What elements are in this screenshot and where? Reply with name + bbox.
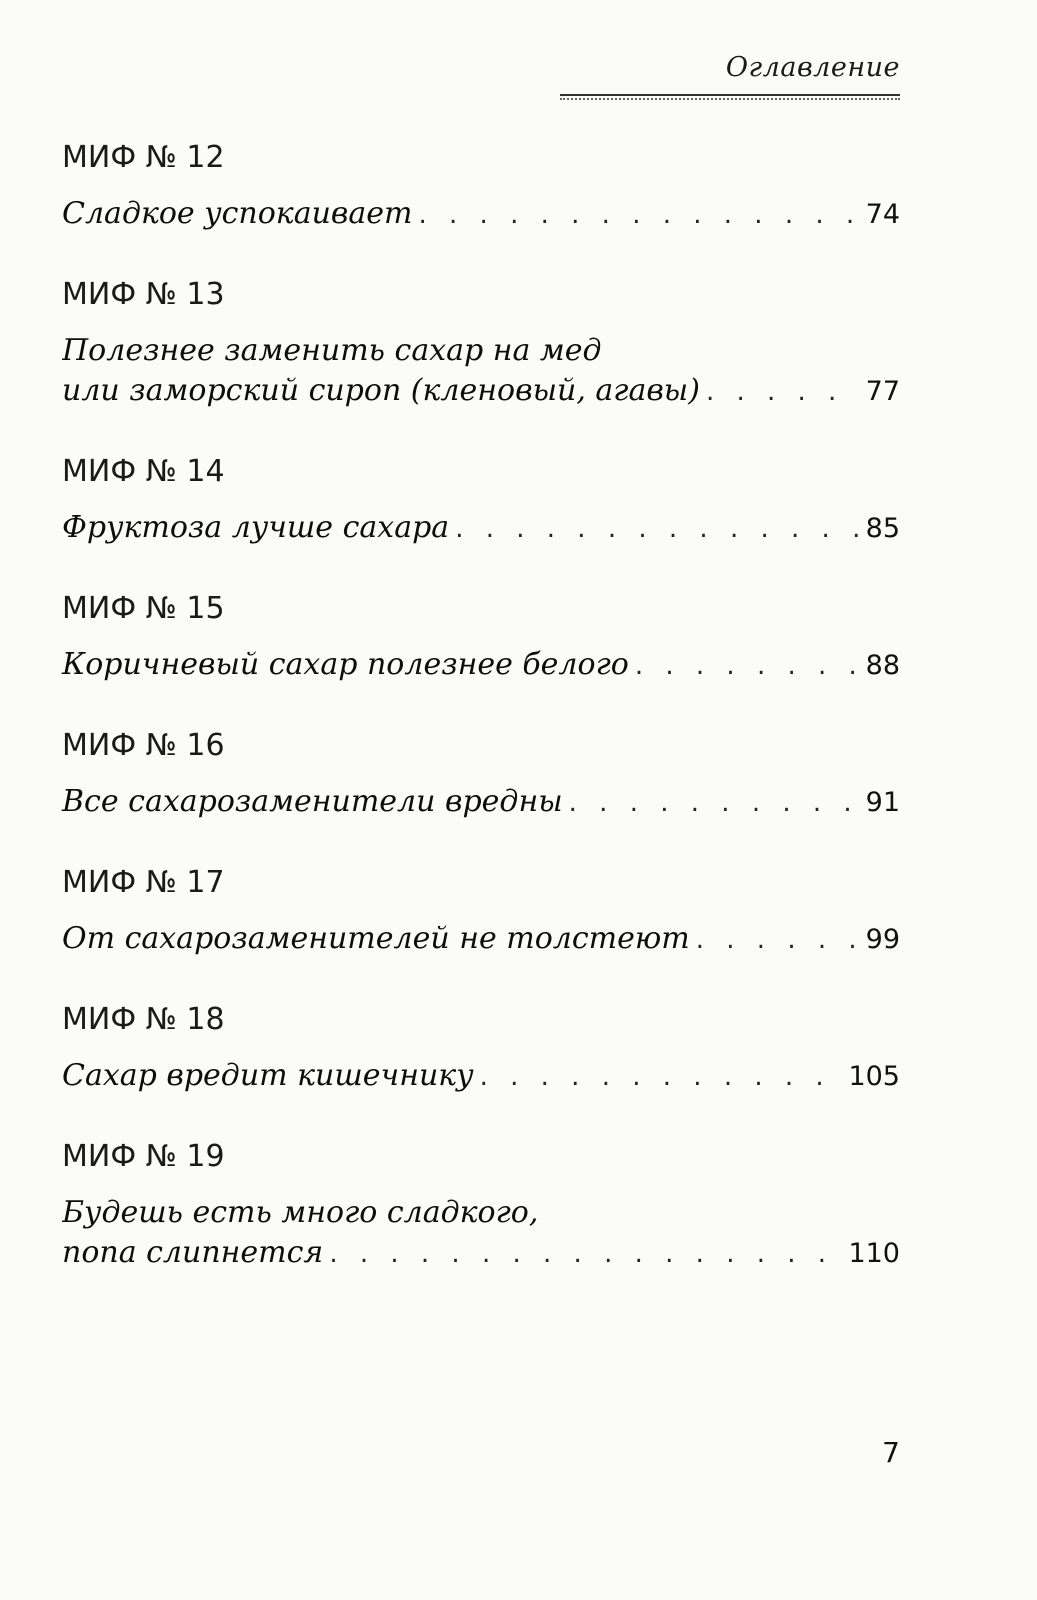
page-number: 85 — [865, 513, 900, 544]
toc-entry-myth-14 — [62, 452, 900, 548]
myth-title: попа слипнется — [62, 1235, 324, 1270]
dot-leader — [329, 1234, 842, 1274]
header-title: Оглавление — [725, 52, 900, 83]
dot-leader — [635, 646, 860, 686]
toc-title-row — [62, 371, 900, 411]
myth-title: Коричневый сахар полезнее белого — [62, 647, 629, 682]
myth-label: МИФ № 15 — [62, 591, 225, 626]
toc-title-row — [62, 1233, 900, 1273]
page-number: 110 — [848, 1238, 900, 1269]
table-of-contents — [62, 138, 900, 1273]
dot-leader — [418, 195, 859, 235]
myth-title-line: Будешь есть много сладкого, — [62, 1195, 539, 1230]
toc-title-row — [62, 919, 900, 959]
page-number: 77 — [865, 376, 900, 407]
header-dotted-rule — [560, 98, 900, 100]
toc-title-row — [62, 1056, 900, 1096]
toc-entry-myth-19 — [62, 1137, 900, 1273]
myth-title-line: Полезнее заменить сахар на мед — [62, 333, 602, 368]
folio-page-number: 7 — [882, 1436, 900, 1469]
myth-title: или заморский сироп (кленовый, агавы) — [62, 373, 700, 408]
page-number: 74 — [865, 199, 900, 230]
toc-title-row — [62, 645, 900, 685]
myth-label: МИФ № 13 — [62, 277, 225, 312]
myth-label: МИФ № 17 — [62, 865, 225, 900]
dot-leader — [706, 372, 860, 412]
toc-title-row — [62, 782, 900, 822]
dot-leader — [480, 1057, 843, 1097]
dot-leader — [455, 509, 859, 549]
myth-label: МИФ № 14 — [62, 454, 225, 489]
page-number: 105 — [848, 1061, 900, 1092]
toc-title-row — [62, 194, 900, 234]
header-rule — [560, 94, 900, 96]
dot-leader — [696, 920, 860, 960]
toc-entry-myth-16 — [62, 726, 900, 822]
myth-title: Все сахарозаменители вредны — [62, 784, 563, 819]
myth-title: От сахарозаменителей не толстеют — [62, 921, 690, 956]
page-number: 99 — [865, 924, 900, 955]
myth-title: Сладкое успокаивает — [62, 196, 413, 231]
running-header — [560, 52, 900, 102]
myth-label: МИФ № 19 — [62, 1139, 225, 1174]
toc-entry-myth-17 — [62, 863, 900, 959]
myth-label: МИФ № 18 — [62, 1002, 225, 1037]
myth-title: Сахар вредит кишечнику — [62, 1058, 474, 1093]
myth-label: МИФ № 16 — [62, 728, 225, 763]
toc-entry-myth-18 — [62, 1000, 900, 1096]
myth-label: МИФ № 12 — [62, 140, 225, 175]
toc-entry-myth-12 — [62, 138, 900, 234]
dot-leader — [569, 783, 860, 823]
toc-title-row — [62, 508, 900, 548]
toc-entry-myth-13 — [62, 275, 900, 411]
page-number: 91 — [865, 787, 900, 818]
myth-title: Фруктоза лучше сахара — [62, 510, 450, 545]
page-number: 88 — [865, 650, 900, 681]
toc-entry-myth-15 — [62, 589, 900, 685]
